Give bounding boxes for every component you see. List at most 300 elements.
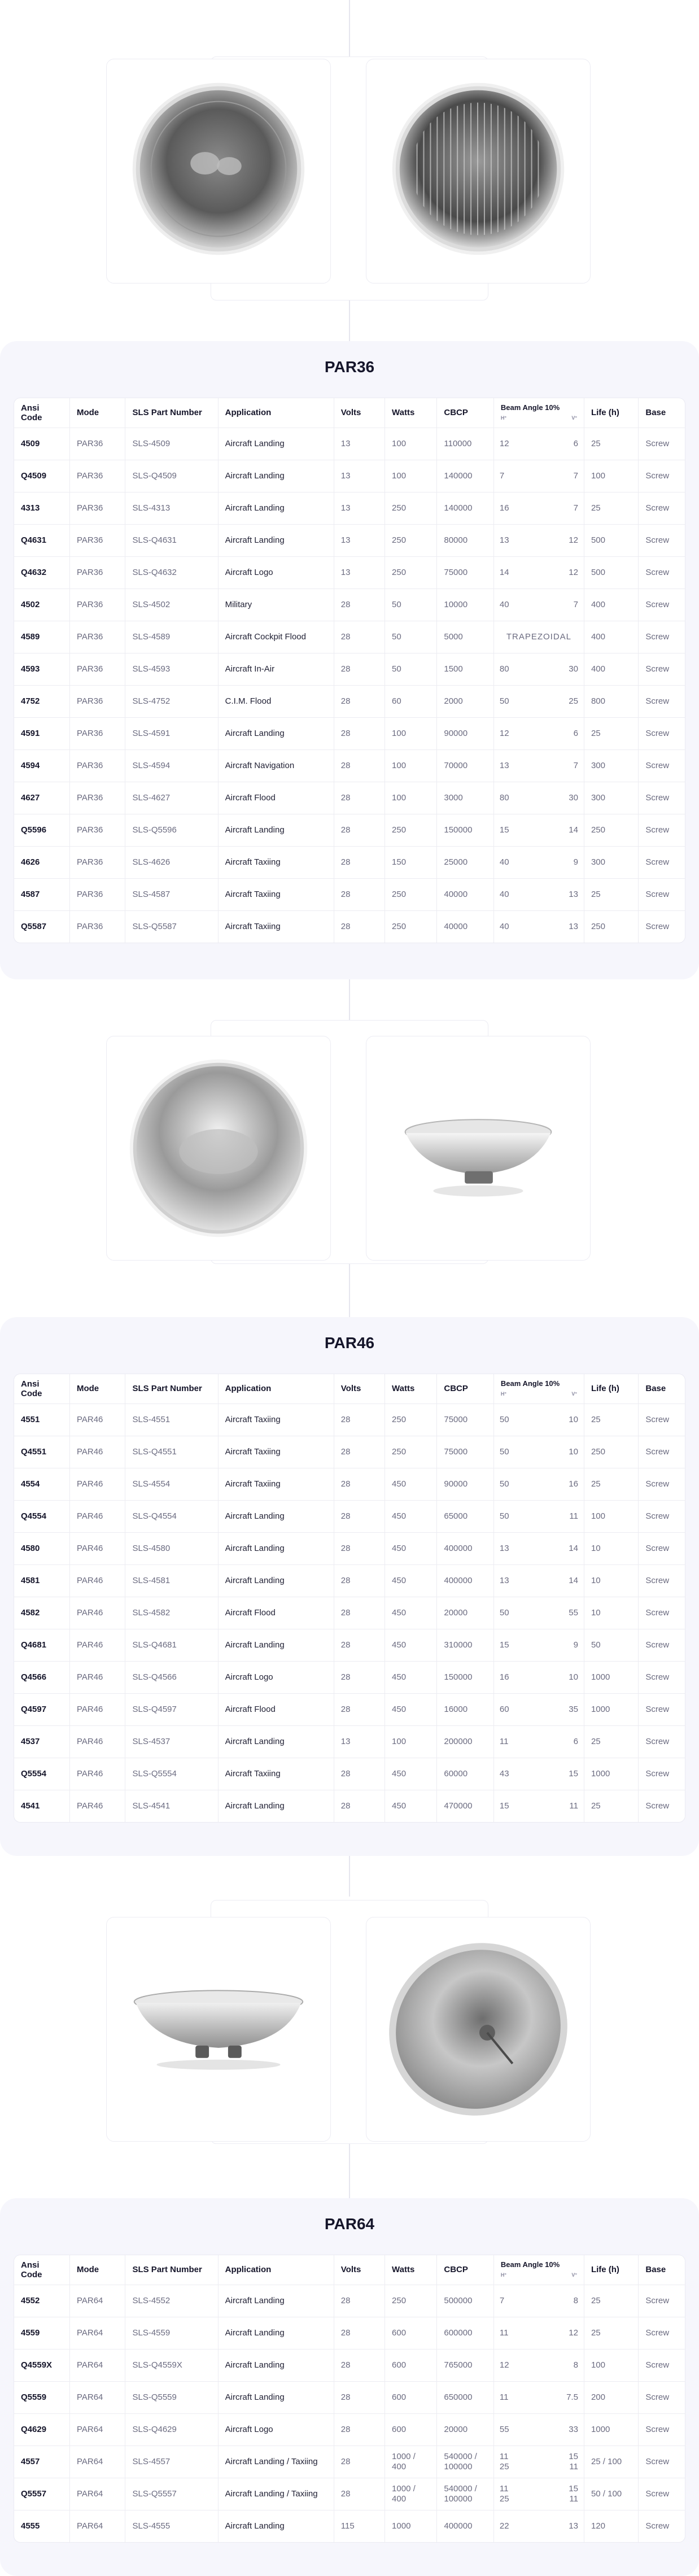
cbcp-cell: 400000 [437,1564,494,1597]
base-cell: Screw [639,2317,685,2349]
application-cell: Aircraft Taxiing [218,1403,334,1436]
cbcp-cell: 2000 [437,685,494,717]
ansi-code-cell: 4559 [14,2317,69,2349]
beam-h-value: 15 [499,1640,509,1650]
beam-angle-cell [493,1403,584,1436]
beam-angle-cell [493,524,584,556]
base-cell: Screw [639,717,685,749]
watts-cell: 250 [385,1436,437,1468]
life-cell: 25 / 100 [584,2446,638,2478]
volts-cell: 28 [334,1661,385,1693]
mode-cell: PAR46 [69,1661,125,1693]
base-cell: Screw [639,1661,685,1693]
table-row [14,1403,685,1436]
table-row [14,1790,685,1822]
base-cell: Screw [645,2521,670,2531]
volts-cell: 13 [334,1725,385,1758]
volts-cell: 28 [334,846,385,878]
beam-angle-values [500,600,578,610]
life-cell: 250 [584,814,638,846]
part-number-cell: SLS-4752 [125,685,218,717]
part-number-cell: SLS-4582 [125,1597,218,1629]
part-number-cell: SLS-4502 [125,589,218,621]
part-number-cell: SLS-4313 [125,492,218,524]
mode-cell: PAR64 [69,2317,125,2349]
beam-angle-cell [493,1532,584,1564]
ansi-code-cell: Q5554 [14,1758,69,1790]
column-header: Application [218,2255,334,2285]
beam-angle-cell [493,1661,584,1693]
mode-cell: PAR64 [69,2285,125,2317]
beam-v-value: 30 [569,792,578,803]
table-header-row [14,398,685,428]
cbcp-cell: 200000 [437,1725,494,1758]
part-number-cell: SLS-Q5559 [125,2381,218,2413]
mode-cell: PAR64 [69,2381,125,2413]
life-cell: 100 [584,2349,638,2381]
column-header: Watts [385,2255,437,2285]
life-cell: 50 / 100 [584,2478,638,2510]
beam-angle-values [500,922,578,932]
part-number-cell: SLS-4509 [125,428,218,460]
table-row [14,1693,685,1725]
column-header: Watts [385,1374,437,1403]
part-number-cell: SLS-4626 [125,846,218,878]
volts-cell: 28 [334,1532,385,1564]
beam-angle-values [500,1447,578,1457]
part-number-cell: SLS-Q4566 [125,1661,218,1693]
beam-angle-values [500,2425,578,2435]
volts-cell: 13 [334,492,385,524]
cbcp-cell: 765000 [437,2349,494,2381]
life-cell: 10 [584,1564,638,1597]
beam-angle-label: Beam Angle 10% [500,2260,560,2269]
mode-cell: PAR46 [69,1564,125,1597]
ansi-code-cell: 4554 [14,1468,69,1500]
beam-h-value: 50 [499,1414,509,1424]
mode-cell: PAR36 [69,524,125,556]
mode-cell: PAR64 [69,2478,125,2510]
column-header: Base [639,2255,685,2285]
base-cell: Screw [639,1758,685,1790]
volts-cell: 28 [334,910,385,943]
part-number-cell: SLS-4593 [125,653,218,685]
beam-v-value: 6 [573,728,578,738]
application-cell: Aircraft Taxiing [218,1436,334,1468]
application-cell: Aircraft Taxiing [218,910,334,943]
part-number-cell: SLS-Q5554 [125,1758,218,1790]
beam-h-value: 12 [499,438,509,448]
volts-cell: 115 [334,2510,385,2542]
life-cell: 1000 [584,1693,638,1725]
application-cell: Aircraft Taxiing [218,1468,334,1500]
watts-cell: 250 [385,492,437,524]
ansi-code-cell: Q4632 [14,556,69,589]
application-cell: Aircraft Flood [218,782,334,814]
mode-cell: PAR46 [69,1436,125,1468]
watts-cell: 600 [385,2317,437,2349]
beam-angle-cell [493,621,584,653]
table-row [14,2413,685,2446]
beam-angle-values [500,568,578,578]
cbcp-cell: 540000 / 100000 [437,2478,494,2510]
part-number-cell: SLS-Q4559X [125,2349,218,2381]
beam-angle-header [501,403,577,422]
mode-cell: PAR46 [69,1629,125,1661]
base-cell: Screw [639,460,685,492]
base-cell: Screw [639,1597,685,1629]
ansi-code-cell: 4582 [14,1597,69,1629]
ansi-code-cell: Q4566 [14,1661,69,1693]
life-cell: 1000 [584,1661,638,1693]
beam-h-value: 14 [499,567,509,577]
beam-angle-values [500,890,578,900]
ansi-code-cell: Q5559 [14,2381,69,2413]
beam-v-value: 35 [569,1704,578,1714]
par36-table [14,398,685,943]
watts-cell: 150 [385,846,437,878]
beam-angle-cell [493,428,584,460]
watts-cell: 250 [385,556,437,589]
ansi-code-cell: Q4681 [14,1629,69,1661]
part-number-cell: SLS-Q5596 [125,814,218,846]
base-cell: Screw [639,878,685,910]
par64-lamp-side-image [106,1917,331,2142]
watts-cell: 1000 / 400 [385,2478,437,2510]
beam-h-value: 13 [499,760,509,770]
table-row [14,1597,685,1629]
cbcp-cell: 1500 [437,653,494,685]
cbcp-cell: 310000 [437,1629,494,1661]
ansi-code-cell: Q4629 [14,2413,69,2446]
mode-cell: PAR36 [69,846,125,878]
column-header: Mode [69,1374,125,1403]
beam-h-value: 50 [499,696,509,706]
application-cell: Aircraft Flood [218,1693,334,1725]
beam-h-value: 50 [499,1479,509,1489]
watts-cell: 250 [385,878,437,910]
life-cell: 100 [584,460,638,492]
beam-h-value: 12 [499,728,509,738]
life-cell: 300 [584,846,638,878]
section-title: PAR64 [324,2215,375,2233]
beam-angle-values [500,761,578,771]
application-cell: Aircraft Landing [218,1500,334,1532]
ansi-code-cell: 4551 [14,1403,69,1436]
base-cell: Screw [639,556,685,589]
beam-h-label: H° [500,415,507,421]
mode-cell: PAR36 [69,653,125,685]
beam-angle-cell [493,1790,584,1822]
par64-lamp-reflector-icon [366,1917,590,2141]
watts-cell: 250 [385,1403,437,1436]
column-header: SLS Part Number [125,1374,218,1403]
beam-angle-values [500,439,578,449]
mode-cell: PAR64 [69,2446,125,2478]
beam-angle-values [500,696,578,707]
application-cell: Aircraft Taxiing [218,1758,334,1790]
table-row [14,492,685,524]
beam-h-value: 11 [499,2327,509,2338]
volts-cell: 28 [334,1693,385,1725]
application-cell: Aircraft Logo [218,2413,334,2446]
life-cell: 25 [584,1790,638,1822]
column-header: CBCP [437,2255,494,2285]
beam-h-value: 50 [499,1511,509,1521]
beam-angle-values [500,1608,578,1618]
beam-h-value: 15 [499,1801,509,1811]
connector-line [349,1264,350,1317]
cbcp-cell: 400000 [437,1532,494,1564]
mode-cell: PAR36 [69,717,125,749]
beam-h-value: 40 [499,889,509,899]
table-row [14,1468,685,1500]
life-cell: 50 [584,1629,638,1661]
watts-cell: 100 [385,717,437,749]
base-cell: Screw [639,524,685,556]
application-cell: Aircraft Taxiing [218,846,334,878]
watts-cell: 450 [385,1597,437,1629]
beam-v-value: 10 [569,1672,578,1682]
connector-line [349,979,350,1020]
beam-v-value: 12 [569,535,578,545]
table-row [14,878,685,910]
watts-cell: 600 [385,2349,437,2381]
ansi-code-cell: 4627 [14,782,69,814]
base-cell: Screw [639,653,685,685]
base-cell: Screw [639,2349,685,2381]
watts-cell: 450 [385,1790,437,1822]
beam-angle-cell [493,2413,584,2446]
beam-h-value: 11 [499,1736,509,1746]
base-cell: Screw [639,621,685,653]
cbcp-cell: 16000 [437,1693,494,1725]
watts-cell: 100 [385,428,437,460]
volts-cell: 28 [334,1629,385,1661]
watts-cell: 250 [385,524,437,556]
life-cell: 25 [584,878,638,910]
mode-cell: PAR36 [69,910,125,943]
beam-angle-cell [493,1436,584,1468]
life-cell: 250 [584,1436,638,1468]
beam-v-label: V° [571,1391,577,1397]
part-number-cell: SLS-Q4681 [125,1629,218,1661]
beam-v-value: 13 [569,2521,578,2531]
life-cell: 120 [584,2510,638,2542]
cbcp-cell: 75000 [437,1436,494,1468]
cbcp-cell: 75000 [437,556,494,589]
part-number-cell: SLS-4541 [125,1790,218,1822]
ansi-code-cell: Q4597 [14,1693,69,1725]
beam-v-value: 10 [569,1414,578,1424]
column-header: CBCP [437,1374,494,1403]
column-header: Base [639,398,685,428]
column-header: Life (h) [584,2255,638,2285]
life-cell: 100 [584,1500,638,1532]
beam-angle-cell [493,2381,584,2413]
beam-angle-cell [493,2510,584,2542]
table-row [14,1436,685,1468]
mode-cell: PAR36 [69,749,125,782]
volts-cell: 28 [334,717,385,749]
beam-v-value: 55 [569,1607,578,1618]
section-title: PAR36 [324,358,375,376]
base-cell: Screw [639,1629,685,1661]
base-cell: Screw [639,2478,685,2510]
volts-cell: 13 [334,428,385,460]
ansi-code-cell: Q4554 [14,1500,69,1532]
beam-angle-cell [493,2317,584,2349]
beam-h-label: H° [500,1391,507,1397]
beam-v-value: 13 [569,921,578,931]
volts-cell: 28 [334,1436,385,1468]
part-number-cell: SLS-4552 [125,2285,218,2317]
par46-lamp-front-image [106,1036,331,1261]
par46-table [14,1374,685,1823]
table-row [14,782,685,814]
column-header: Ansi Code [14,398,69,428]
part-number-cell: SLS-Q5587 [125,910,218,943]
application-cell: Aircraft Landing / Taxiing [218,2446,334,2478]
beam-v-value: 15 11 [569,2483,578,2504]
beam-v-value: 13 [569,889,578,899]
watts-cell: 60 [385,685,437,717]
watts-cell: 450 [385,1468,437,1500]
table-row [14,1564,685,1597]
application-cell: Aircraft Landing [218,1532,334,1564]
beam-angle-label: Beam Angle 10% [500,403,560,412]
beam-angle-values [500,1640,578,1650]
base-cell: Screw [639,2446,685,2478]
par36-lamp-front-image [106,59,331,284]
beam-angle-cell [493,910,584,943]
application-cell: Military [218,589,334,621]
life-cell: 800 [584,685,638,717]
column-header [493,1374,584,1403]
part-number-cell: SLS-Q4629 [125,2413,218,2446]
life-cell: 500 [584,524,638,556]
beam-angle-values [500,1737,578,1747]
cbcp-cell: 600000 [437,2317,494,2349]
beam-angle-cell [493,2349,584,2381]
table-row [14,653,685,685]
watts-cell: 1000 [385,2510,437,2542]
watts-cell: 100 [385,749,437,782]
application-cell: Aircraft Landing [218,2285,334,2317]
cbcp-cell: 650000 [437,2381,494,2413]
beam-angle-cell [493,814,584,846]
column-header: Ansi Code [14,2255,69,2285]
application-cell: Aircraft Cockpit Flood [218,621,334,653]
volts-cell: 28 [334,1468,385,1500]
beam-v-value: 25 [569,696,578,706]
connector-line [349,2144,350,2198]
table-row [14,2446,685,2478]
beam-v-value: 7 [573,503,578,513]
part-number-cell: SLS-Q4509 [125,460,218,492]
life-cell: 400 [584,653,638,685]
application-cell: Aircraft Landing [218,717,334,749]
par46-lamp-side-icon [366,1036,590,1260]
ansi-code-cell: 4552 [14,2285,69,2317]
watts-cell: 250 [385,910,437,943]
column-header: CBCP [437,398,494,428]
volts-cell: 28 [334,2446,385,2478]
table-row [14,589,685,621]
volts-cell: 13 [334,556,385,589]
base-cell: Screw [639,428,685,460]
beam-v-value: 9 [573,857,578,867]
beam-angle-values [500,2328,578,2338]
ansi-code-cell: Q5557 [14,2478,69,2510]
beam-h-value: 7 [499,2295,505,2305]
cbcp-cell: 110000 [437,428,494,460]
cbcp-cell: 140000 [437,460,494,492]
life-cell: 1000 [584,2413,638,2446]
application-cell: Aircraft Logo [218,556,334,589]
beam-angle-values [500,2484,578,2504]
par46-section [0,1317,699,1856]
column-header: Mode [69,398,125,428]
beam-angle-values [500,2521,578,2531]
beam-h-value: 11 25 [499,2451,509,2472]
cbcp-cell: 60000 [437,1758,494,1790]
part-number-cell: SLS-Q4632 [125,556,218,589]
part-number-cell: SLS-Q4551 [125,1436,218,1468]
par46-lamp-front-icon [107,1036,330,1260]
base-cell: Screw [639,1500,685,1532]
life-cell: 25 [584,1725,638,1758]
ansi-code-cell: Q4559X [14,2349,69,2381]
beam-angle-values [500,1801,578,1811]
beam-v-value: 7 [573,470,578,481]
base-cell: Screw [639,749,685,782]
beam-v-label: V° [571,415,577,421]
life-cell: 400 [584,589,638,621]
volts-cell: 13 [334,460,385,492]
volts-cell: 28 [334,1758,385,1790]
base-cell: Screw [639,1436,685,1468]
ansi-code-cell: 4313 [14,492,69,524]
beam-h-value: 80 [499,792,509,803]
ansi-code-cell: 4589 [14,621,69,653]
beam-angle-cell [493,749,584,782]
ansi-code-cell: 4752 [14,685,69,717]
ansi-code-cell: 4581 [14,1564,69,1597]
beam-h-value: 16 [499,1672,509,1682]
application-cell: Aircraft Landing [218,2381,334,2413]
table-row [14,556,685,589]
life-cell: 400 [584,621,638,653]
beam-v-label: V° [571,2272,577,2278]
table-row [14,2381,685,2413]
life-cell: 25 [584,2285,638,2317]
watts-cell: 1000 / 400 [385,2446,437,2478]
volts-cell: 28 [334,1403,385,1436]
life-cell: 200 [584,2381,638,2413]
base-cell: Screw [639,846,685,878]
beam-angle-cell [493,2478,584,2510]
beam-angle-subheader [501,1388,577,1398]
volts-cell: 28 [334,749,385,782]
mode-cell: PAR36 [69,685,125,717]
beam-angle-values [500,1672,578,1683]
column-header: SLS Part Number [125,398,218,428]
beam-h-value: 80 [499,664,509,674]
beam-angle-header [501,1379,577,1398]
cbcp-cell: 10000 [437,589,494,621]
watts-cell: 50 [385,589,437,621]
